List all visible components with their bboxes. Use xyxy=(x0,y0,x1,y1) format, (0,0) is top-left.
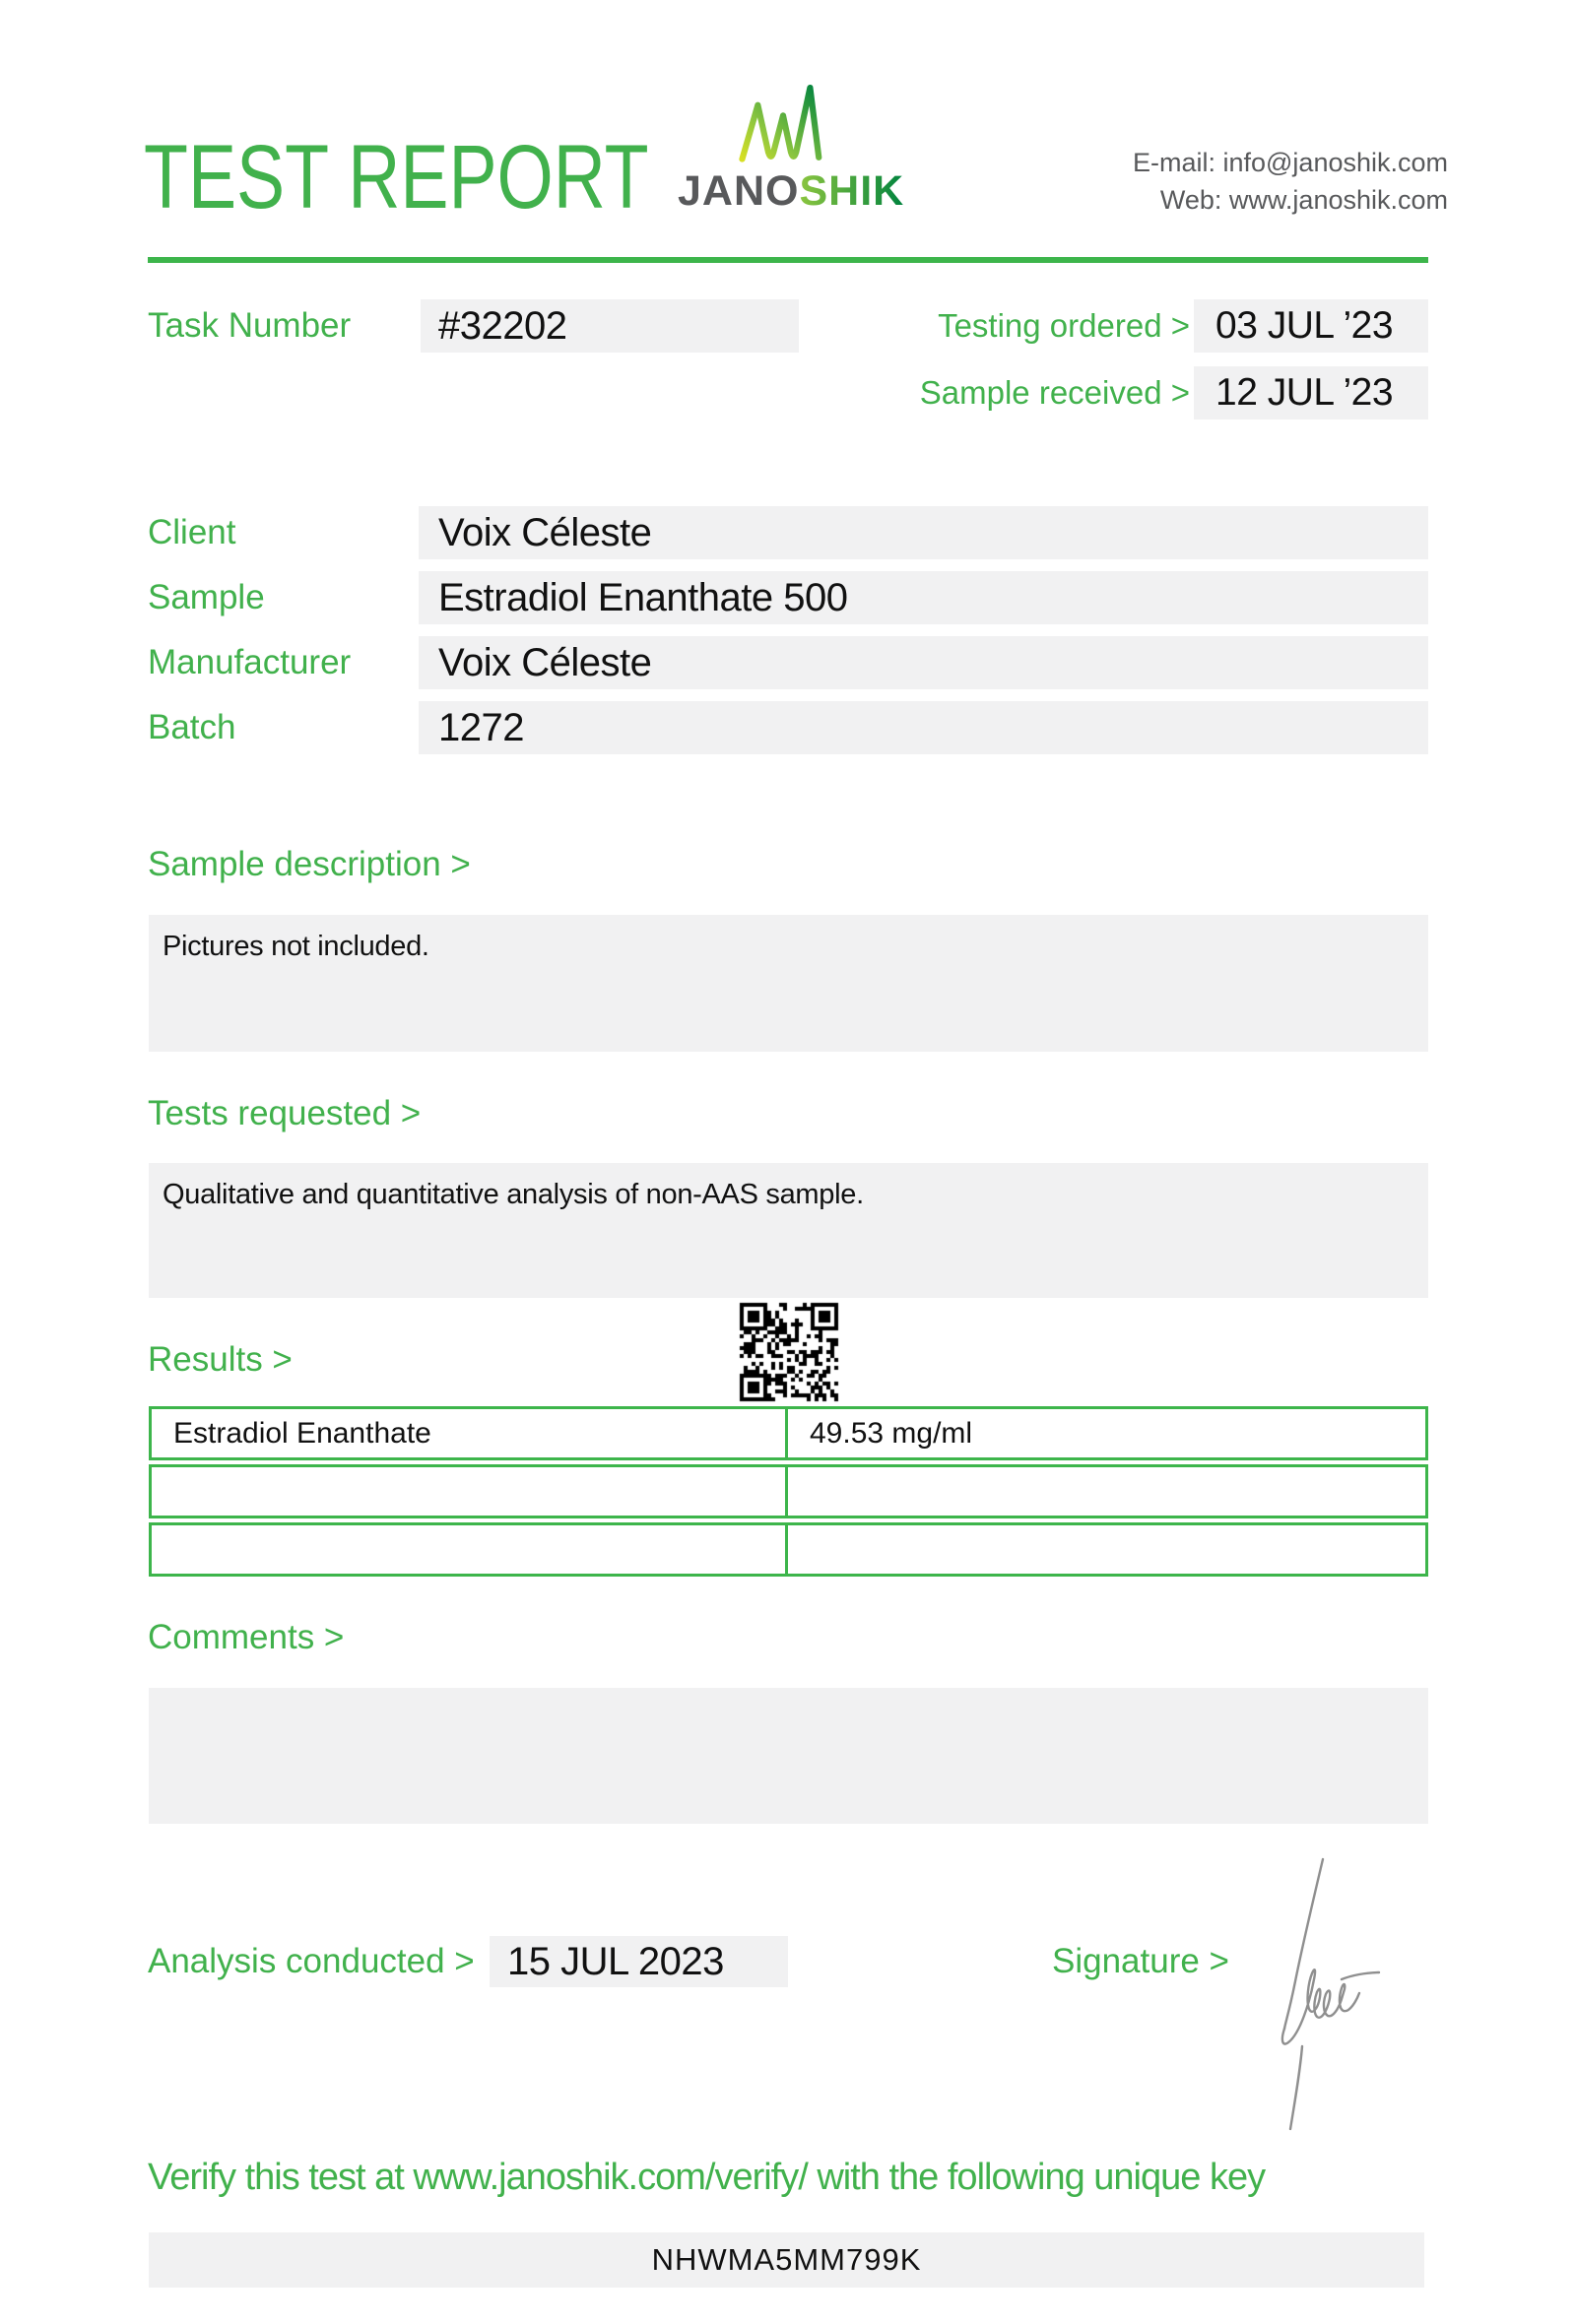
batch-value: 1272 xyxy=(438,705,524,749)
result-value-cell xyxy=(788,1467,1425,1516)
web-value: www.janoshik.com xyxy=(1228,185,1448,215)
client-value-box xyxy=(419,506,1428,559)
task-number-label: Task Number xyxy=(148,306,352,345)
header-divider xyxy=(148,257,1428,263)
signature-image xyxy=(1263,1853,1391,2135)
email-label: E-mail: xyxy=(1132,148,1215,177)
logo-wordmark-primary: JANO xyxy=(678,167,800,215)
logo-wordmark-accent: SHIK xyxy=(799,167,905,215)
janoshik-logo-wordmark xyxy=(678,167,905,216)
contact-block xyxy=(1133,144,1448,219)
janoshik-logo-icon xyxy=(733,81,833,163)
tests-requested-text: Qualitative and quantitative analysis of non-AAS sample. xyxy=(163,1179,864,1210)
table-row xyxy=(149,1464,1428,1518)
sample-label: Sample xyxy=(148,578,265,616)
results-heading: Results > xyxy=(148,1340,293,1379)
table-row xyxy=(149,1522,1428,1577)
testing-ordered-box xyxy=(1194,299,1428,353)
result-analyte-cell xyxy=(152,1467,788,1516)
qr-code xyxy=(738,1301,840,1403)
contact-web-line xyxy=(1133,181,1448,219)
sample-received-date: 12 JUL ’23 xyxy=(1215,371,1394,414)
testing-ordered-label: Testing ordered > xyxy=(938,307,1190,344)
comments-text xyxy=(149,1688,1428,1704)
manufacturer-value-box xyxy=(419,636,1428,689)
unique-key-value: NHWMA5MM799K xyxy=(651,2242,922,2277)
manufacturer-value: Voix Céleste xyxy=(438,640,652,684)
task-number-value: #32202 xyxy=(438,303,567,348)
result-value-cell: 49.53 mg/ml xyxy=(810,1416,973,1450)
client-label: Client xyxy=(148,513,236,551)
analysis-date-box xyxy=(490,1936,788,1987)
signature-label: Signature > xyxy=(1052,1942,1229,1980)
comments-heading: Comments > xyxy=(148,1618,345,1656)
unique-key-box xyxy=(149,2232,1424,2288)
tests-requested-box xyxy=(149,1163,1428,1298)
result-analyte-cell xyxy=(152,1525,788,1574)
sample-value-box xyxy=(419,571,1428,624)
sample-description-heading: Sample description > xyxy=(148,845,471,883)
batch-label: Batch xyxy=(148,708,236,746)
task-number-box xyxy=(421,299,799,353)
manufacturer-label: Manufacturer xyxy=(148,643,352,681)
sample-received-label: Sample received > xyxy=(919,374,1190,411)
sample-value: Estradiol Enanthate 500 xyxy=(438,575,848,619)
verify-instruction: Verify this test at www.janoshik.com/verify/ with the following unique key xyxy=(148,2157,1266,2198)
comments-box xyxy=(149,1688,1428,1824)
batch-value-box xyxy=(419,701,1428,754)
result-analyte-cell: Estradiol Enanthate xyxy=(152,1409,788,1457)
testing-ordered-date: 03 JUL ’23 xyxy=(1215,304,1394,347)
sample-description-box xyxy=(149,915,1428,1052)
result-value-cell xyxy=(788,1525,1425,1574)
sample-description-text: Pictures not included. xyxy=(163,931,429,962)
table-row xyxy=(149,1406,1428,1460)
analysis-conducted-label: Analysis conducted > xyxy=(148,1942,475,1980)
sample-received-box xyxy=(1194,366,1428,420)
client-value: Voix Céleste xyxy=(438,510,652,554)
page-title: TEST REPORT xyxy=(144,127,649,227)
results-table xyxy=(149,1406,1428,1581)
contact-email-line xyxy=(1133,144,1448,181)
email-value: info@janoshik.com xyxy=(1222,148,1448,177)
analysis-date-value: 15 JUL 2023 xyxy=(507,1939,724,1983)
web-label: Web: xyxy=(1159,185,1222,215)
tests-requested-heading: Tests requested > xyxy=(148,1094,422,1132)
